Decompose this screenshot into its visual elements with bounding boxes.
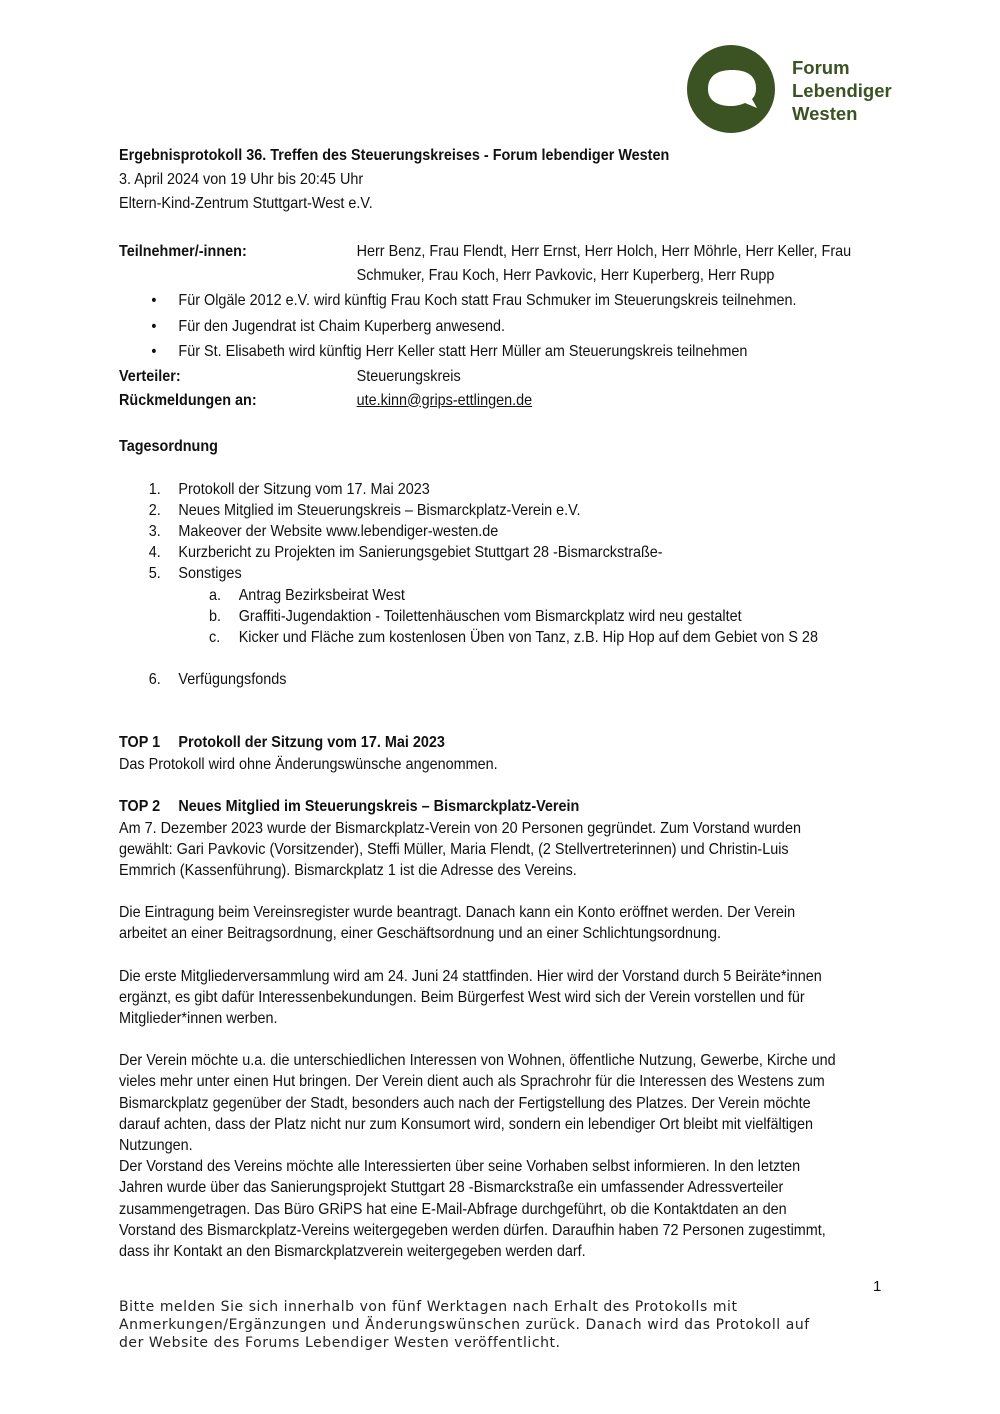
agenda-item: 3. Makeover der Website www.lebendiger-westen.de [148, 522, 499, 540]
top2-paragraph: Am 7. Dezember 2023 wurde der Bismarckplatz-Verein von 20 Personen gegründet. Zum Vorstand wurden gewählt: Gari Pavkovic (Vorsitzender), Steffi Müller, Maria Flendt, (2 Stellvertreterinnen) und Christin-Luis Emmrich (Kassenführung). Bismarckplatz 1 ist die Adresse des Vereins. [119, 819, 801, 879]
agenda-subitem: c. Kicker und Fläche zum kostenlosen Üben von Tanz, z.B. Hip Hop auf dem Gebiet von S 28 [209, 628, 818, 646]
top2-paragraph: Die erste Mitgliederversammlung wird am 24. Juni 24 stattfinden. Hier wird der Vorstand durch 5 Beiräte*innen ergänzt, es gibt dafür Interessenbekundungen. Beim Bürgerfest West wird sich der Verein vorstellen und für Mitglieder*innen werben. [119, 967, 822, 1027]
participants-line: Schmuker, Frau Koch, Herr Pavkovic, Herr Kuperberg, Herr Rupp [356, 267, 775, 284]
protocol-title: Ergebnisprotokoll 36. Treffen des Steuerungskreises - Forum lebendiger Westen [119, 147, 670, 164]
list-item: • Für St. Elisabeth wird künftig Herr Keller statt Herr Müller am Steuerungskreis teilnehmen [178, 339, 888, 365]
feedback-row [119, 389, 889, 413]
agenda-subitem: b. Graffiti-Jugendaktion - Toilettenhäuschen vom Bismarckplatz wird neu gestaltet [209, 607, 742, 625]
list-item: • Für den Jugendrat ist Chaim Kuperberg anwesend. [178, 314, 888, 340]
participant-notes [119, 288, 889, 365]
feedback-label: Rückmeldungen an: [119, 391, 257, 409]
speech-bubble-icon [686, 44, 778, 136]
agenda-item: 4. Kurzbericht zu Projekten im Sanierungsgebiet Stuttgart 28 -Bismarckstraße- [148, 544, 663, 562]
meeting-date: 3. April 2024 von 19 Uhr bis 20:45 Uhr [119, 171, 364, 188]
logo-line: Lebendiger [792, 80, 892, 101]
footer-line: Bitte melden Sie sich innerhalb von fünf Werktagen nach Erhalt des Protokolls mit [119, 1299, 738, 1315]
feedback-email-link[interactable]: ute.kinn@grips-ettlingen.de [356, 391, 533, 409]
top2-heading: TOP 2 Neues Mitglied im Steuerungskreis – Bismarckplatz-Verein [119, 797, 580, 815]
participants-label: Teilnehmer/-innen: [119, 243, 247, 260]
top1-text: Das Protokoll wird ohne Änderungswünsche angenommen. [119, 756, 498, 774]
agenda-subitem: a. Antrag Bezirksbeirat West [209, 586, 405, 604]
participants-line: Herr Benz, Frau Flendt, Herr Ernst, Herr Holch, Herr Möhrle, Herr Keller, Frau [356, 243, 852, 260]
footer-line: der Website des Forums Lebendiger Westen veröffentlicht. [119, 1335, 561, 1351]
top2-paragraph: Der Verein möchte u.a. die unterschiedlichen Interessen von Wohnen, öffentliche Nutzung, Gewerbe, Kirche und vieles mehr unter einen Hut bringen. Der Verein dient auch als Sprachrohr für die Interessen des Westens zum Bismarckplatz gegenüber der Stadt, besonders auch nach der Fertigstellung des Platzes. Der Verein möchte darauf achten, dass der Platz nicht nur zum Konsumort wird, sondern ein lebendiger Ort bleibt mit vielfältigen Nutzungen. [119, 1052, 836, 1154]
footer-line: Anmerkungen/Ergänzungen und Änderungswünschen zurück. Danach wird das Protokoll auf [119, 1317, 810, 1333]
logo-wordmark [792, 56, 892, 125]
agenda-item: 6. Verfügungsfonds [148, 671, 287, 689]
logo-line: Forum [792, 57, 850, 78]
agenda-list [119, 479, 889, 691]
document-body [119, 144, 889, 1262]
top2-paragraph: Der Vorstand des Vereins möchte alle Interessierten über seine Vorhaben selbst informieren. In den letzten Jahren wurde über das Sanierungsprojekt Stuttgart 28 -Bismarckstraße ein umfassender Adressverteiler zusammengetragen. Das Büro GRiPS hat eine E-Mail-Abfrage durchgeführt, ob die Kontaktdaten an den Vorstand des Bismarckplatz-Vereins weitergegeben werden dürfen. Daraufhin haben 72 Personen zugestimmt, dass ihr Kontakt an den Bismarckplatzverein weitergegeben werden darf. [119, 1158, 826, 1260]
agenda-item: 1. Protokoll der Sitzung vom 17. Mai 2023 [148, 480, 430, 498]
distribution-row [119, 365, 889, 389]
participants-list [357, 240, 889, 288]
agenda-item: 2. Neues Mitglied im Steuerungskreis – Bismarckplatz-Verein e.V. [148, 501, 581, 519]
top1-heading: TOP 1 Protokoll der Sitzung vom 17. Mai 2023 [119, 734, 445, 752]
distribution-label: Verteiler: [119, 367, 181, 385]
page-number: 1 [873, 1278, 882, 1295]
meeting-location: Eltern-Kind-Zentrum Stuttgart-West e.V. [119, 195, 373, 212]
footer-note [119, 1298, 889, 1352]
top2-paragraph: Die Eintragung beim Vereinsregister wurde beantragt. Danach kann ein Konto eröffnet werden. Der Verein arbeitet an einer Beitragsordnung, einer Geschäftsordnung und an einer Schlichtungsordnung. [119, 904, 796, 943]
agenda-item: 5. Sonstiges [148, 565, 242, 583]
logo-line: Westen [792, 103, 858, 124]
agenda-title: Tagesordnung [119, 437, 218, 455]
participants-row [119, 240, 889, 288]
list-item: • Für Olgäle 2012 e.V. wird künftig Frau Koch statt Frau Schmuker im Steuerungskreis teilnehmen. [178, 288, 888, 314]
distribution-value: Steuerungskreis [356, 367, 461, 385]
forum-logo [686, 44, 916, 136]
